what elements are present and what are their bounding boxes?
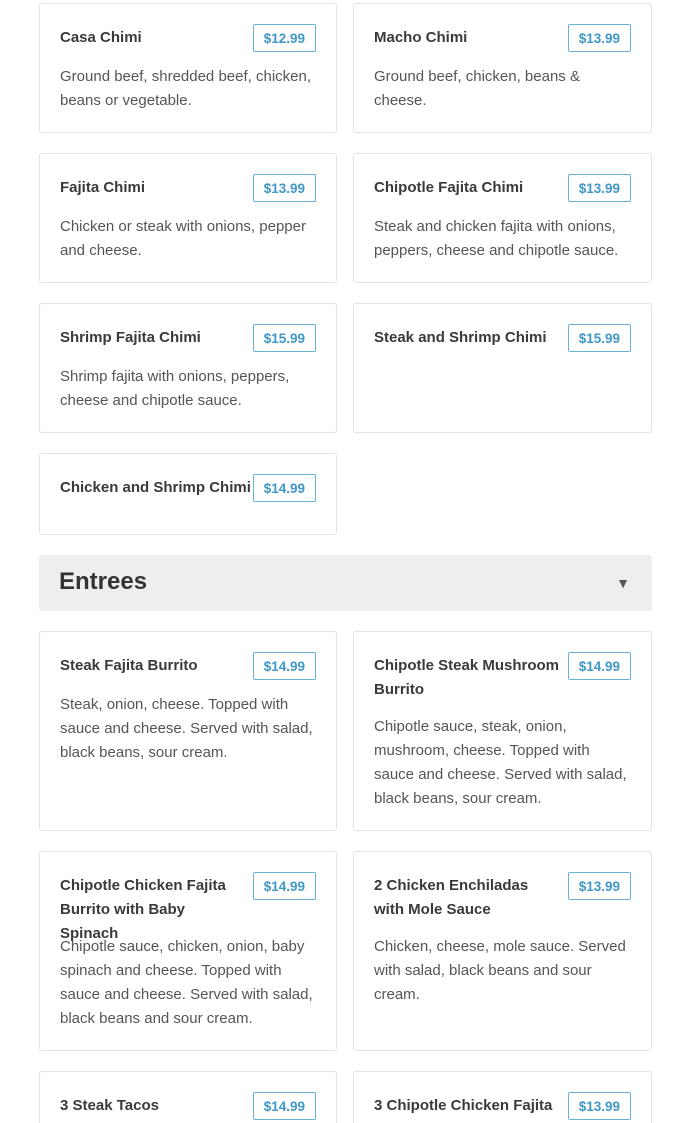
menu-item-price: $13.99 — [568, 1092, 631, 1120]
menu-item-card[interactable] — [39, 453, 337, 535]
menu-item-description: Steak, onion, cheese. Topped with sauce and cheese. Served with salad, black beans, sour cream. — [60, 696, 313, 761]
menu-item-card[interactable] — [353, 1071, 652, 1123]
menu-item-card[interactable] — [353, 631, 652, 831]
menu-item-name: 2 Chicken Enchiladas with Mole Sauce — [374, 877, 529, 918]
menu-item-card[interactable] — [39, 631, 337, 831]
menu-item-name: Macho Chimi — [374, 29, 468, 46]
section-header-entrees[interactable] — [39, 555, 652, 611]
menu-item-description: Ground beef, shredded beef, chicken, beans or vegetable. — [60, 68, 312, 109]
menu-item-name: Steak and Shrimp Chimi — [374, 329, 547, 346]
menu-item-name: Steak Fajita Burrito — [60, 657, 198, 674]
menu-item-price: $15.99 — [568, 324, 631, 352]
menu-item-name: 3 Steak Tacos — [60, 1097, 159, 1114]
menu-item-name: Casa Chimi — [60, 29, 142, 46]
menu-item-price: $14.99 — [568, 652, 631, 680]
menu-item-name: Chicken and Shrimp Chimi — [60, 479, 251, 496]
menu-item-price: $15.99 — [253, 324, 316, 352]
menu-item-price: $13.99 — [253, 174, 316, 202]
menu-item-card[interactable] — [39, 3, 337, 133]
menu-item-description: Shrimp fajita with onions, peppers, cheese and chipotle sauce. — [60, 368, 290, 409]
menu-item-price: $14.99 — [253, 474, 316, 502]
menu-item-price: $12.99 — [253, 24, 316, 52]
menu-item-name: Chipotle Chicken Fajita Burrito with Baby Spinach — [60, 877, 226, 942]
menu-item-price: $13.99 — [568, 872, 631, 900]
menu-item-price: $14.99 — [253, 1092, 316, 1120]
menu-item-description: Chipotle sauce, steak, onion, mushroom, cheese. Topped with sauce and cheese. Served with salad, black beans, sour cream. — [374, 718, 627, 807]
menu-item-card[interactable] — [353, 3, 652, 133]
menu-item-description: Chipotle sauce, chicken, onion, baby spinach and cheese. Topped with sauce and cheese. Served with salad, black beans and sour cream. — [60, 938, 313, 1027]
menu-item-name: Shrimp Fajita Chimi — [60, 329, 201, 346]
menu-item-price: $13.99 — [568, 174, 631, 202]
menu-item-card[interactable] — [39, 303, 337, 433]
menu-item-description: Chicken or steak with onions, pepper and cheese. — [60, 218, 306, 259]
menu-item-card[interactable] — [39, 1071, 337, 1123]
section-title: Entrees — [59, 568, 148, 595]
menu-item-name: Fajita Chimi — [60, 179, 146, 196]
menu-item-card[interactable] — [39, 153, 337, 283]
menu-item-price: $13.99 — [568, 24, 631, 52]
menu-item-description: Ground beef, chicken, beans & cheese. — [374, 68, 580, 109]
menu-item-name: 3 Chipotle Chicken Fajita — [374, 1097, 553, 1114]
menu-item-description: Steak and chicken fajita with onions, peppers, cheese and chipotle sauce. — [374, 218, 619, 259]
menu-item-name: Chipotle Fajita Chimi — [374, 179, 524, 196]
menu-item-name: Chipotle Steak Mushroom Burrito — [374, 657, 560, 698]
menu-item-description: Chicken, cheese, mole sauce. Served with salad, black beans and sour cream. — [374, 938, 626, 1003]
chevron-down-icon[interactable]: ▼ — [616, 575, 630, 591]
menu-item-price: $14.99 — [253, 872, 316, 900]
menu-item-card[interactable] — [353, 851, 652, 1051]
menu-item-card[interactable] — [353, 153, 652, 283]
menu-item-card[interactable] — [353, 303, 652, 433]
menu-item-card[interactable] — [39, 851, 337, 1051]
menu-item-price: $14.99 — [253, 652, 316, 680]
